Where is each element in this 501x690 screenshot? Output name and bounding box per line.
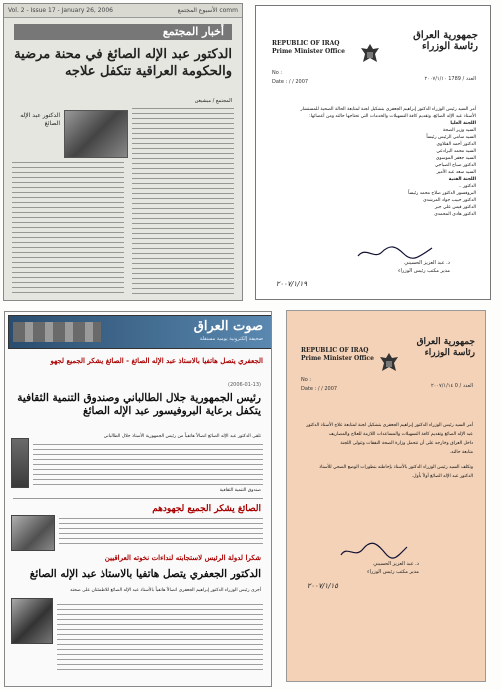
prime-minister-letter — [255, 5, 491, 300]
signatory-title: مدير مكتب رئيس الوزراء — [367, 569, 419, 575]
headline-talabani: رئيس الجمهورية جلال الطالباني وصندوق التنمية الثقافية يتكفل برعاية البروفيسور عبد الإله الصائغ — [17, 392, 261, 417]
signatory-title: مدير مكتب رئيس الوزراء — [398, 268, 450, 274]
jaafari-text-block — [57, 604, 263, 674]
thanks-text-block — [59, 518, 263, 546]
article-date: (2006-01-13) — [228, 382, 261, 388]
number-label: No : — [272, 70, 283, 76]
headline-thanks: الصائغ يشكر الجميع لجهودهم — [152, 504, 261, 514]
article-photo — [11, 438, 29, 488]
handwritten-date: ٢٠٠٧/١/١٩ — [276, 280, 308, 288]
date-label: Date : / / 2007 — [272, 79, 309, 85]
text-column-left — [12, 162, 124, 294]
letterhead-arabic: جمهورية العراق رئاسة الوزراء — [413, 30, 478, 52]
letterhead-english: REPUBLIC OF IRAQ Prime Minister Office — [301, 347, 374, 362]
letterhead-english: REPUBLIC OF IRAQ Prime Minister Office — [272, 40, 345, 55]
site-banner — [8, 315, 272, 349]
iraq-eagle-emblem-icon — [379, 351, 399, 375]
masthead-issue: Vol. 2 - Issue 17 - January 26, 2006 — [8, 7, 113, 14]
letter-body: أمر السيد رئيس الوزراء الدكتور إبراهيم الجعفري بتشكيل لجنة لمتابعة الحالة الصحية للمستشار الأستاذ عبد الإله الصائغ، وتقديم كافة التسهيلات والخدمات التي تحتاجها حالته ومن أعضائها: اللجنة العليا السيد وزير الصحة السيد سامي الرئيس رئيساً الدكتور أحمد الفتلاوي السيد محمد البرادعي السيد جعفر الموسوي الدكتور صباح الصباحي السيد سعد عبد الأمير اللجنة الفنية الدكتور .. البروفسور الدكتور صلاح محمد رئيساً الدكتور حبيب جواد المرشدي الدكتور قيس علي جبر الدكتور هادي المحمدي — [300, 107, 476, 217]
site-title: صوت العراق — [193, 319, 263, 334]
letter-body: أمر السيد رئيس الوزراء الدكتور إبراهيم الجعفري بتشكيل لجنة لمتابعة علاج الأستاذ الدكتور عبد الإله الصائغ وتقديم كافة التسهيلات والمساعدات اللازمة للعلاج والمصاريف داخل العراق وخارجه على أن تتحمل وزارة الصحة النفقات وتتولى اللجنة متابعة حالته. وتكلف السيد رئيس الوزراء الدكتور بالأستاذ بإحاطته بتطورات الوضع الصحي للأستاذ الدكتور عبد الإله الصائغ أولاً بأول. — [306, 423, 473, 479]
iraq-eagle-emblem-icon — [360, 42, 380, 66]
top-news-link[interactable]: الجعفري يتصل هاتفيا بالاستاذ عبد الإله الصائغ - الصائغ يشكر الجميع لجهو — [50, 356, 263, 365]
signatory-name: د. عبد العزيز الحسيني — [373, 561, 419, 567]
divider — [13, 498, 263, 499]
handwritten-date: ٢٠٠٧/١/١٥ — [307, 582, 339, 590]
text-column-right — [132, 108, 234, 294]
jaafari-paragraph: أجرى رئيس الوزراء الدكتور إبراهيم الجعفري اتصالاً هاتفياً بالأستاذ عبد الإله الصائغ للاطمئنان على صحته — [70, 588, 261, 593]
clipping-headline: الدكتور عبد الإله الصائغ في محنة مرضية والحكومة العراقية تتكفل علاجه — [14, 47, 232, 79]
prime-minister-letter-2 — [286, 310, 486, 682]
newspaper-clipping — [3, 3, 243, 301]
letterhead-arabic: جمهورية العراق رئاسة الوزراء — [416, 337, 475, 358]
byline: المجتمع / ميشيغن — [194, 98, 232, 104]
site-subtitle: صحيفة إلكترونية يومية مستقلة — [199, 336, 263, 342]
date-label: Date : / / 2007 — [301, 386, 338, 392]
signatory-name: د. عبد العزيز الحسيني — [404, 260, 450, 266]
article-paragraph: تلقى الدكتور عبد الإله الصائغ اتصالاً هاتفياً من رئيس الجمهورية الأستاذ جلال الطالباني — [103, 434, 261, 439]
banner-photo-strip — [13, 322, 101, 342]
headline-jaafari: الدكتور الجعفري يتصل هاتفيا بالاستاذ عبد الإله الصائغ — [29, 568, 261, 580]
article-text-block — [33, 444, 263, 486]
section-banner: أخبار المجتمع — [14, 24, 232, 40]
saegh-photo — [11, 515, 55, 551]
headline-president-thanks[interactable]: شكرا لدولة الرئيس لاستجابته لنداءات نخوته العراقيين — [104, 553, 261, 562]
reference-number: العدد / 0 ٢٠٠٧/١/١٤ — [431, 383, 473, 389]
masthead-name: الأسبوع المجتمع comm — [177, 7, 238, 14]
number-label: No : — [301, 377, 312, 383]
fund-caption: صندوق التنمية الثقافية — [219, 488, 261, 493]
jaafari-photo — [11, 598, 53, 644]
portrait-photo — [64, 110, 128, 158]
reference-number: العدد / 1789 ٢٠٠٧/١/١٠ — [424, 76, 476, 82]
masthead — [4, 4, 242, 18]
signature-icon — [339, 541, 409, 561]
news-website-printout — [4, 311, 272, 687]
photo-caption: الدكتور عبد الإله الصائغ — [20, 112, 60, 127]
